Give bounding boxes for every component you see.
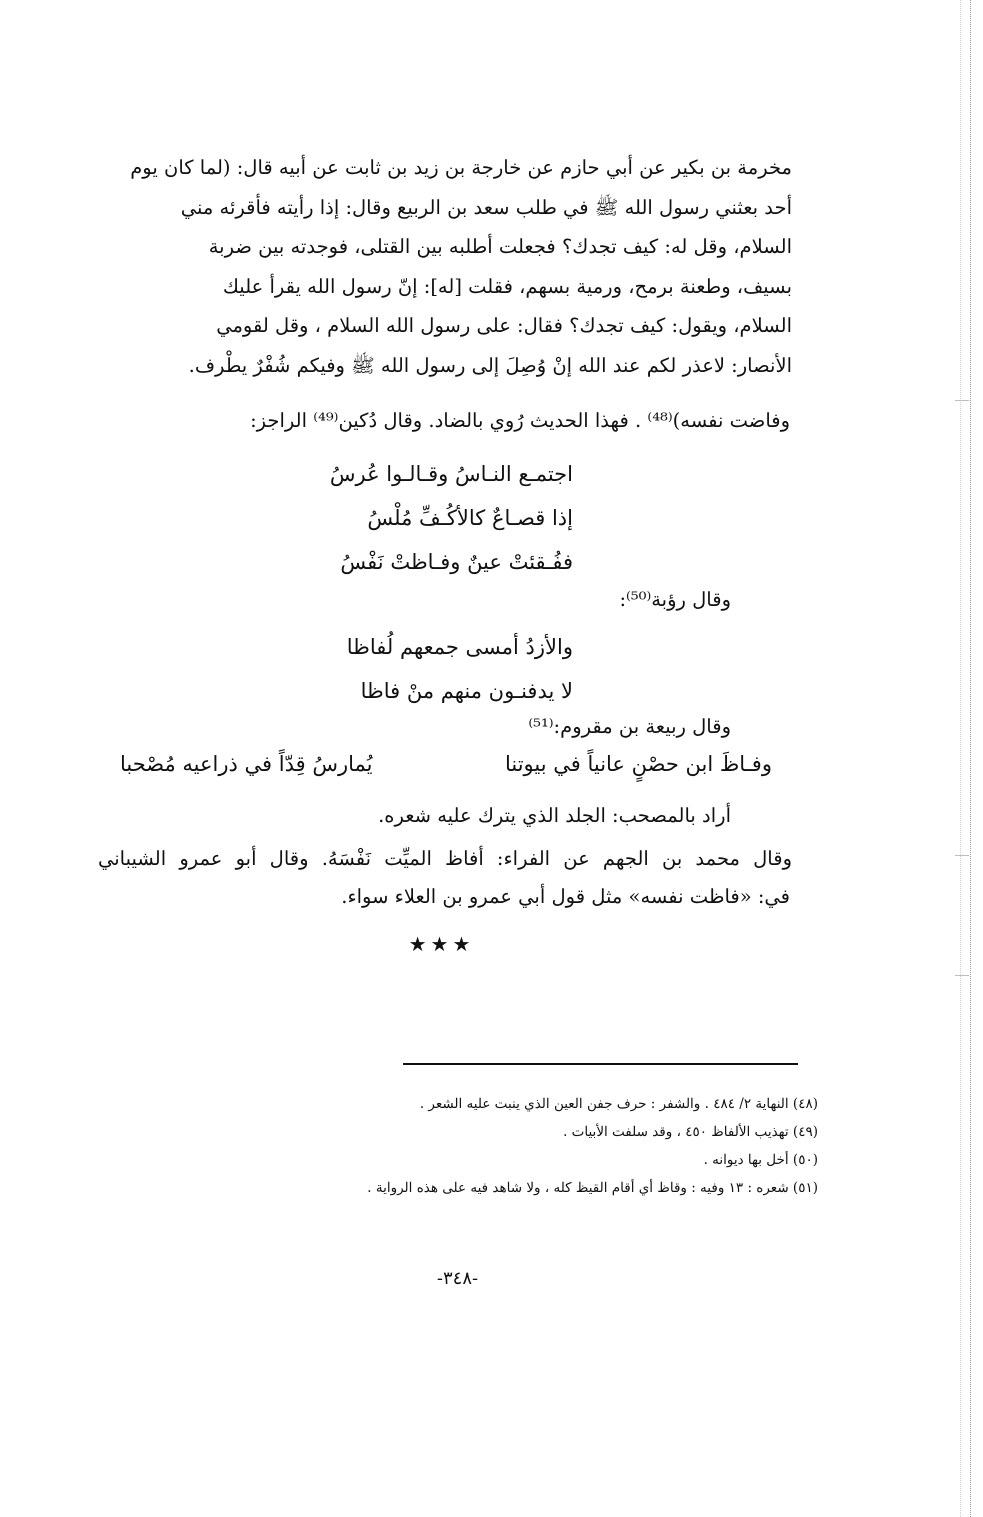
couplet-rabia <box>120 752 772 776</box>
paragraph-line: مخرمة بن بكير عن أبي حازم عن خارجة بن زيد بن ثابت عن أبيه قال: (لما كان يوم <box>130 156 792 179</box>
footnote: (٤٨) النهاية ٢/ ٤٨٤ . والشفر : حرف جفن العين الذي ينبت عليه الشعر . <box>419 1096 818 1112</box>
intro-rabia: وقال ربيعة بن مقروم:⁽⁵¹⁾ <box>528 715 731 738</box>
scan-mark <box>955 400 969 401</box>
scan-mark <box>955 855 969 856</box>
paragraph-line: الأنصار: لاعذر لكم عند الله إنْ وُصِلَ إلى رسول الله ﷺ وفيكم شُفْرٌ يطْرف. <box>188 353 792 377</box>
page-number: -٣٤٨- <box>436 1268 479 1289</box>
verse-line: إذا قصـاعٌ كالأكُـفِّ مُلْسُ <box>367 506 573 530</box>
paragraph-line: بسيف، وطعنة برمح، ورمية بسهم، فقلت [له]: إنّ رسول الله يقرأ عليك <box>222 274 792 298</box>
scan-mark <box>955 975 969 976</box>
scan-edge-line <box>970 0 971 1517</box>
footnote: (٤٩) تهذيب الألفاظ ٤٥٠ ، وقد سلفت الأبيات . <box>563 1124 818 1140</box>
couplet-second-half: يُمارسُ قِدّاً في ذراعيه مُصْحبا <box>120 752 373 776</box>
intro-ruba: وقال رؤبة⁽⁵⁰⁾: <box>619 588 731 611</box>
verse-line: اجتمـع النـاسُ وقـالـوا عُرسُ <box>329 462 573 486</box>
verse-ruba <box>347 625 573 713</box>
star-separator: ★★★ <box>408 932 475 956</box>
closing-line: وقال محمد بن الجهم عن الفراء: أفاظ الميِّت نَفْسَهُ. وقال أبو عمرو الشيباني <box>98 847 792 870</box>
scan-edge-line-faint <box>960 0 961 1517</box>
hadith-paragraph <box>98 148 792 385</box>
couplet-first-half: وفـاظَ ابن حصْنٍ عانياً في بيوتنا <box>504 752 772 776</box>
paragraph-tail-line: وفاضت نفسه)⁽⁴⁸⁾ . فهذا الحديث رُوي بالضاد. وقال دُكين⁽⁴⁹⁾ الراجز: <box>250 409 790 432</box>
verse-dukayn <box>330 452 573 584</box>
paragraph-line: السلام، ويقول: كيف تجدك؟ فقال: على رسول الله السلام ، وقل لقومي <box>216 314 792 337</box>
closing-line: في: «فاظت نفسه» مثل قول أبي عمرو بن العلاء سواء. <box>341 885 790 908</box>
verse-line: لا يدفنـون منهم منْ فاظا <box>360 679 573 703</box>
footnotes <box>367 1090 818 1202</box>
footnote-rule <box>403 1063 798 1065</box>
footnote: (٥٠) أخل بها ديوانه . <box>703 1152 818 1168</box>
gloss-line: أراد بالمصحب: الجلد الذي يترك عليه شعره. <box>378 804 731 827</box>
paragraph-line: السلام، وقل له: كيف تجدك؟ فجعلت أطلبه بين القتلى، فوجدته بين ضربة <box>208 235 792 258</box>
verse-line: والأزدُ أمسى جمعهم لُفاظا <box>346 635 573 659</box>
paragraph-line: أحد بعثني رسول الله ﷺ في طلب سعد بن الربيع وقال: إذا رأيته فأقرئه مني <box>180 195 792 219</box>
verse-line: ففُـقئتْ عينٌ وفـاظتْ نَفْسُ <box>340 550 573 574</box>
footnote: (٥١) شعره : ١٣ وفيه : وقاظ أي أقام القيظ كله ، ولا شاهد فيه على هذه الرواية . <box>367 1180 818 1196</box>
